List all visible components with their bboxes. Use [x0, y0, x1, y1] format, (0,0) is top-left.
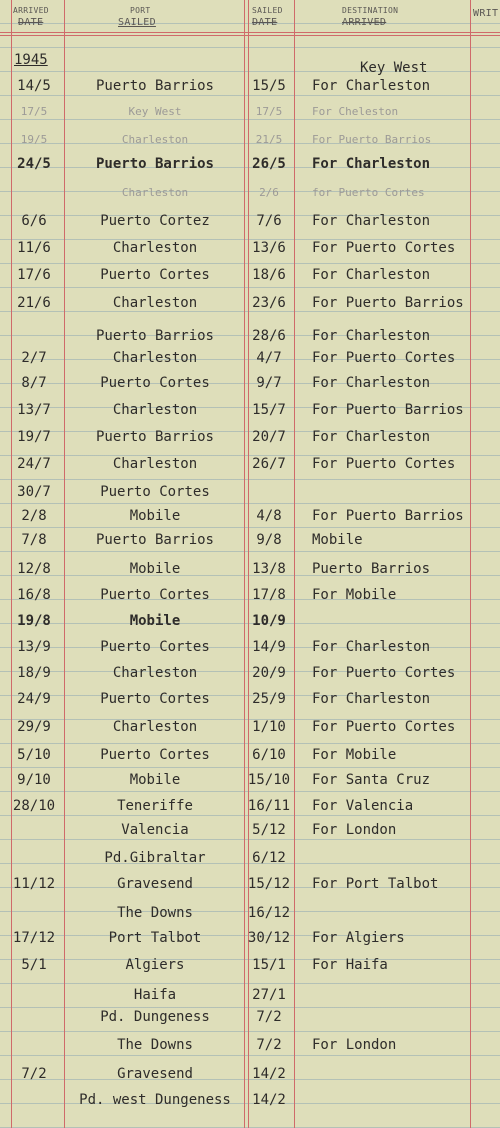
sailed-date-cell: 17/8 [252, 587, 286, 603]
sailed-date-cell: 17/5 [255, 105, 283, 118]
sailed-date-cell: 25/9 [252, 691, 286, 707]
sailed-date-cell: 1/10 [252, 719, 286, 735]
port-cell: Puerto Barrios [95, 532, 214, 548]
port-cell: The Downs [117, 905, 193, 921]
header-rule [0, 32, 500, 33]
sailed-date-cell: 20/7 [252, 429, 286, 445]
arrived-date-cell: 28/10 [12, 798, 56, 814]
arrived-date-cell: 24/7 [17, 456, 51, 472]
destination-cell: For Charleston [312, 691, 431, 707]
sailed-date-cell: 28/6 [252, 328, 286, 344]
sailed-date-cell: 14/2 [252, 1092, 286, 1108]
arrived-date-cell: 16/8 [17, 587, 51, 603]
arrived-date-cell: 11/12 [12, 876, 56, 892]
destination-cell: For London [312, 822, 397, 838]
arrived-date-cell: 7/2 [21, 1066, 47, 1082]
destination-cell: For Port Talbot [312, 876, 439, 892]
destination-cell: For Mobile [312, 587, 397, 603]
year-label: 1945 [14, 52, 48, 68]
port-cell: The Downs [117, 1037, 193, 1053]
sailed-date-cell: 14/2 [252, 1066, 286, 1082]
arrived-date-cell: 17/6 [17, 267, 51, 283]
port-cell: Charleston [121, 133, 189, 146]
destination-cell: For Santa Cruz [312, 772, 431, 788]
column-rule [294, 0, 295, 1128]
header-writ: WRIT [473, 8, 499, 19]
port-cell: Mobile [129, 772, 181, 788]
sailed-date-cell: 6/10 [252, 747, 286, 763]
port-cell: Puerto Cortes [100, 375, 210, 391]
arrived-date-cell: 13/7 [17, 402, 51, 418]
port-cell: Mobile [129, 561, 181, 577]
arrived-date-cell: 5/10 [17, 747, 51, 763]
arrived-date-cell: 19/7 [17, 429, 51, 445]
sailed-date-cell: 10/9 [252, 613, 286, 629]
destination-cell: Puerto Barrios [312, 561, 431, 577]
destination-cell: For Puerto Barrios [312, 508, 464, 524]
port-cell: Pd. Dungeness [100, 1009, 210, 1025]
port-cell: Charleston [112, 350, 198, 366]
column-rule [470, 0, 471, 1128]
destination-cell: For Puerto Cortes [312, 240, 456, 256]
sailed-date-cell: 5/12 [252, 822, 286, 838]
sailed-date-cell: 7/2 [256, 1037, 282, 1053]
sailed-date-cell: 18/6 [252, 267, 286, 283]
destination-cell: For Cheleston [312, 105, 399, 118]
destination-cell: For Puerto Barrios [312, 295, 464, 311]
port-cell: Puerto Cortes [100, 639, 210, 655]
sailed-date-cell: 20/9 [252, 665, 286, 681]
port-cell: Charleston [112, 719, 198, 735]
arrived-date-cell: 8/7 [21, 375, 47, 391]
sailed-date-cell: 15/7 [252, 402, 286, 418]
arrived-date-cell: 17/5 [20, 105, 48, 118]
sailed-date-cell: 27/1 [252, 987, 286, 1003]
port-cell: Mobile [129, 613, 181, 629]
sailed-date-cell: 9/7 [256, 375, 282, 391]
arrived-date-cell: 29/9 [17, 719, 51, 735]
port-cell: Puerto Cortes [100, 587, 210, 603]
port-cell: Puerto Cortes [100, 691, 210, 707]
port-cell: Puerto Cortez [100, 213, 210, 229]
port-cell: Puerto Barrios [95, 78, 214, 94]
sailed-date-cell: 26/7 [252, 456, 286, 472]
arrived-date-cell: 7/8 [21, 532, 47, 548]
destination-cell: For Charleston [312, 213, 431, 229]
header-destination: DESTINATION [342, 6, 399, 15]
destination-cell: For Puerto Cortes [312, 456, 456, 472]
port-cell: Charleston [112, 665, 198, 681]
sailed-date-cell: 15/10 [247, 772, 291, 788]
sailed-date-cell: 6/12 [252, 850, 286, 866]
sailed-date-cell: 4/8 [256, 508, 282, 524]
destination-cell: For Puerto Cortes [312, 665, 456, 681]
sailed-date-cell: 9/8 [256, 532, 282, 548]
destination-cell: For Charleston [312, 78, 431, 94]
destination-cell: For Charleston [312, 328, 431, 344]
header-port: PORT [130, 6, 151, 15]
destination-cell: For Charleston [312, 639, 431, 655]
port-cell: Gravesend [117, 876, 193, 892]
arrived-date-cell: 13/9 [17, 639, 51, 655]
destination-cell: For Charleston [312, 429, 431, 445]
port-cell: Charleston [112, 402, 198, 418]
port-cell: Algiers [125, 957, 185, 973]
sailed-date-cell: 16/11 [247, 798, 291, 814]
destination-cell: For Puerto Barrios [312, 133, 432, 146]
port-cell: Charleston [112, 240, 198, 256]
arrived-date-cell: 30/7 [17, 484, 51, 500]
header-arrived: ARRIVED [13, 6, 49, 15]
destination-cell: Key West [360, 60, 428, 76]
sailed-date-cell: 16/12 [247, 905, 291, 921]
sailed-date-cell: 7/6 [256, 213, 282, 229]
port-cell: Puerto Cortes [100, 267, 210, 283]
arrived-date-cell: 2/8 [21, 508, 47, 524]
arrived-date-cell: 19/8 [17, 613, 51, 629]
destination-cell: For Puerto Barrios [312, 402, 464, 418]
port-cell: Pd. west Dungeness [79, 1092, 231, 1108]
destination-cell: For Charleston [312, 267, 431, 283]
destination-cell: Mobile [312, 532, 363, 548]
header-arrived-2: ARRIVED [342, 17, 387, 28]
port-cell: Puerto Barrios [95, 429, 214, 445]
port-cell: Mobile [129, 508, 181, 524]
sailed-date-cell: 23/6 [252, 295, 286, 311]
port-cell: Key West [128, 105, 182, 118]
arrived-date-cell: 11/6 [17, 240, 51, 256]
sailed-date-cell: 26/5 [252, 156, 286, 172]
destination-cell: for Puerto Cortes [312, 186, 425, 199]
header-rule [0, 35, 500, 36]
port-cell: Puerto Barrios [95, 328, 214, 344]
sailed-date-cell: 15/1 [252, 957, 286, 973]
port-cell: Teneriffe [117, 798, 193, 814]
destination-cell: For Puerto Cortes [312, 350, 456, 366]
port-cell: Puerto Barrios [95, 156, 214, 172]
port-cell: Gravesend [117, 1066, 193, 1082]
destination-cell: For Algiers [312, 930, 405, 946]
arrived-date-cell: 14/5 [17, 78, 51, 94]
port-cell: Charleston [121, 186, 189, 199]
sailed-date-cell: 4/7 [256, 350, 282, 366]
header-sailed: SAILED [118, 17, 156, 28]
destination-cell: For London [312, 1037, 397, 1053]
arrived-date-cell: 24/9 [17, 691, 51, 707]
port-cell: Puerto Cortes [100, 747, 210, 763]
arrived-date-cell: 21/6 [17, 295, 51, 311]
port-cell: Port Talbot [108, 930, 202, 946]
sailed-date-cell: 13/8 [252, 561, 286, 577]
arrived-date-cell: 2/7 [21, 350, 47, 366]
arrived-date-cell: 17/12 [12, 930, 56, 946]
port-cell: Pd.Gibraltar [104, 850, 206, 866]
port-cell: Charleston [112, 295, 198, 311]
sailed-date-cell: 2/6 [259, 186, 279, 199]
sailed-date-cell: 21/5 [255, 133, 283, 146]
destination-cell: For Valencia [312, 798, 414, 814]
port-cell: Haifa [133, 987, 177, 1003]
sailed-date-cell: 30/12 [247, 930, 291, 946]
sailed-date-cell: 15/5 [252, 78, 286, 94]
destination-cell: For Charleston [312, 156, 431, 172]
arrived-date-cell: 5/1 [21, 957, 47, 973]
arrived-date-cell: 18/9 [17, 665, 51, 681]
arrived-date-cell: 24/5 [17, 156, 51, 172]
header-date: DATE [18, 17, 44, 28]
destination-cell: For Mobile [312, 747, 397, 763]
arrived-date-cell: 6/6 [21, 213, 47, 229]
sailed-date-cell: 14/9 [252, 639, 286, 655]
destination-cell: For Haifa [312, 957, 388, 973]
arrived-date-cell: 12/8 [17, 561, 51, 577]
arrived-date-cell: 19/5 [20, 133, 48, 146]
sailed-date-cell: 13/6 [252, 240, 286, 256]
arrived-date-cell: 9/10 [17, 772, 51, 788]
header-sailed-top: SAILED [252, 6, 283, 15]
destination-cell: For Puerto Cortes [312, 719, 456, 735]
port-cell: Charleston [112, 456, 198, 472]
sailed-date-cell: 7/2 [256, 1009, 282, 1025]
header-date-2: DATE [252, 17, 278, 28]
port-cell: Valencia [121, 822, 189, 838]
destination-cell: For Charleston [312, 375, 431, 391]
port-cell: Puerto Cortes [100, 484, 210, 500]
sailed-date-cell: 15/12 [247, 876, 291, 892]
